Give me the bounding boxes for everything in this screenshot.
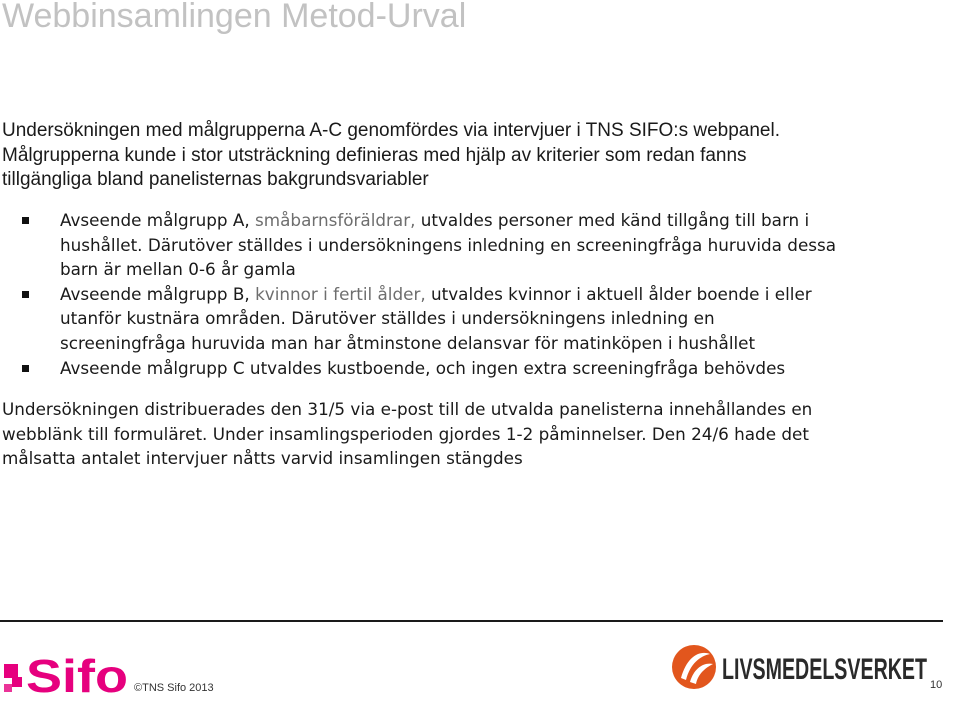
bullet-line: utanför kustnära områden. Därutöver ställdes i undersökningens inledning en — [60, 308, 715, 329]
sifo-logo — [2, 646, 130, 696]
intro-paragraph — [2, 119, 952, 193]
intro-line: Undersökningen med målgrupperna A-C genomfördes via intervjuer i TNS SIFO:s webpanel. — [2, 120, 780, 141]
bullet-line: screeningfråga huruvida man har åtminstone delansvar för matinköpen i hushållet — [60, 332, 756, 353]
page-number: 10 — [930, 679, 943, 691]
bullet-square-icon — [22, 365, 29, 372]
sifo-logo-text: Sifo — [26, 650, 128, 696]
bullet-line: Avseende målgrupp B, kvinnor i fertil ålder, utvaldes kvinnor i aktuell ålder boende i eller — [60, 283, 812, 304]
distribution-paragraph — [2, 397, 957, 471]
bullet-target-group-b — [2, 282, 957, 356]
bullet-target-group-c — [2, 356, 957, 381]
bullet-target-group-a — [2, 208, 957, 282]
bullet-square-icon — [22, 217, 29, 224]
intro-line: tillgängliga bland panelisternas bakgrundsvariabler — [2, 169, 429, 190]
intro-line: Målgrupperna kunde i stor utsträckning definieras med hjälp av kriterier som redan fanns — [2, 144, 747, 166]
slide-title: Webbinsamlingen Metod-Urval — [2, 0, 467, 35]
distribution-line: målsatta antalet intervjuer nåtts varvid insamlingen stängdes — [2, 448, 523, 468]
bullet-line: Avseende målgrupp A, småbarnsföräldrar, utvaldes personer med känd tillgång till barn i — [60, 210, 810, 230]
distribution-line: Undersökningen distribuerades den 31/5 via e-post till de utvalda panelisterna innehållandes en — [2, 399, 813, 419]
livsmedelsverket-logo — [672, 642, 932, 692]
bullet-square-icon — [22, 291, 29, 298]
livsmedelsverket-logo-text: LIVSMEDELSVERKET — [722, 653, 927, 686]
distribution-line: webblänk till formuläret. Under insamlingsperioden gjordes 1-2 påminnelser. Den 24/6 hade det — [2, 423, 809, 444]
copyright-text: ©TNS Sifo 2013 — [134, 682, 214, 694]
bullet-line: barn är mellan 0-6 år gamla — [60, 259, 296, 280]
bullet-list — [2, 208, 957, 380]
bullet-line: hushållet. Därutöver ställdes i undersökningens inledning en screeningfråga huruvida dessa — [60, 234, 837, 255]
footer-divider — [0, 620, 943, 622]
bullet-line: Avseende målgrupp C utvaldes kustboende, och ingen extra screeningfråga behövdes — [60, 357, 786, 378]
